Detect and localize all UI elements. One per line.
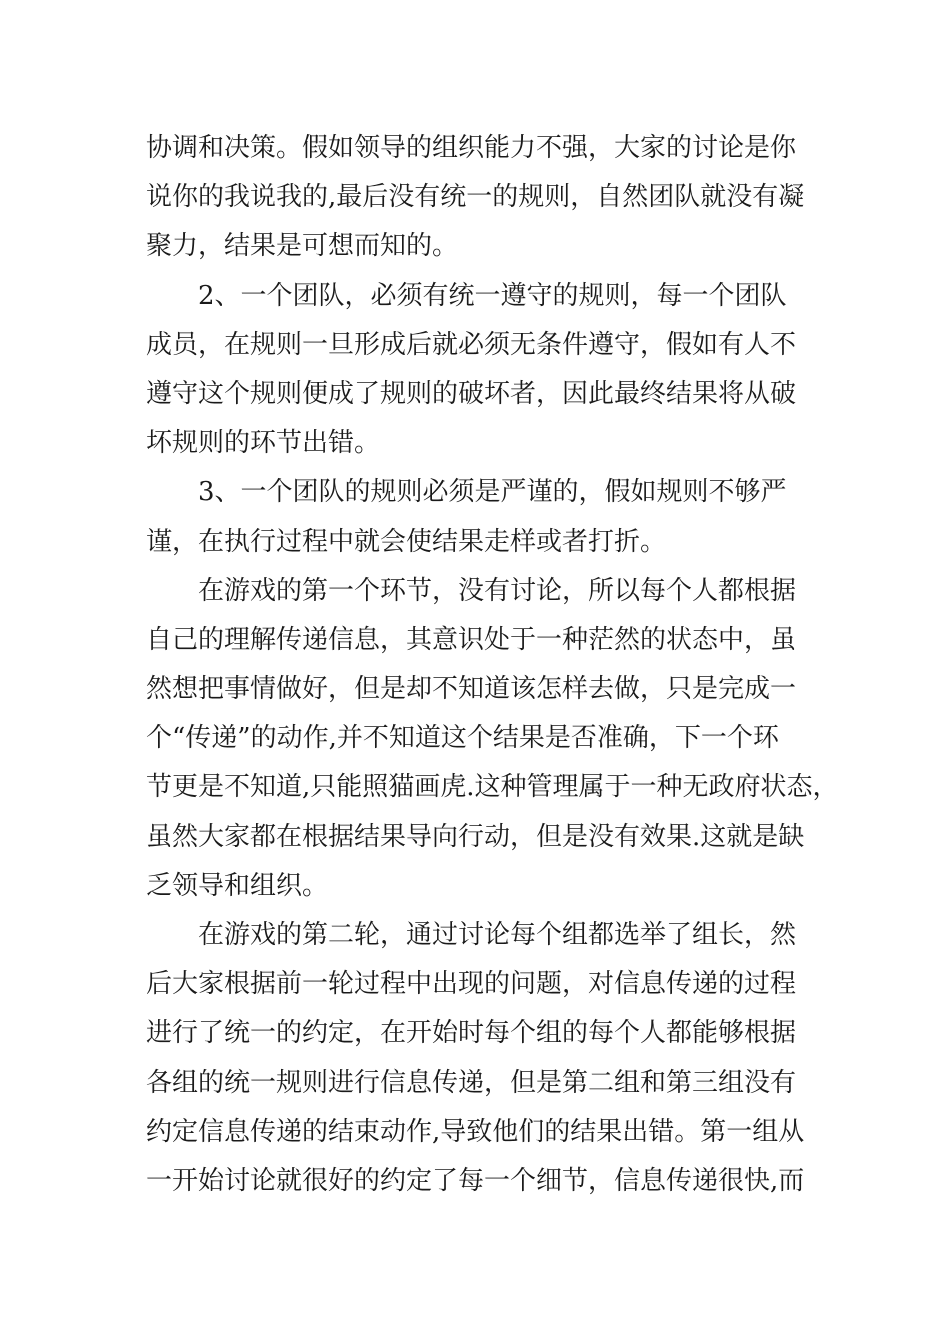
text-line: 协调和决策。假如领导的组织能力不强，大家的讨论是你: [146, 133, 797, 163]
text-line: 成员，在规则一旦形成后就必须无条件遵守，假如有人不: [146, 329, 797, 360]
text-line: 进行了统一的约定，在开始时每个组的每个人都能够根据: [146, 1018, 797, 1049]
text-line: 坏规则的环节出错。: [146, 428, 381, 459]
text-line: 在游戏的第一个环节，没有讨论，所以每个人都根据: [146, 575, 797, 606]
text-line: 乏领导和组织。: [146, 870, 329, 901]
document-body: [146, 124, 839, 1206]
text-line: 谨，在执行过程中就会使结果走样或者打折。: [146, 526, 667, 557]
text-line: 自己的理解传递信息，其意识处于一种茫然的状态中，虽: [146, 624, 797, 655]
text-line: 3、一个团队的规则必须是严谨的，假如规则不够严: [146, 477, 787, 508]
text-line: 节更是不知道,只能照猫画虎.这种管理属于一种无政府状态，: [146, 772, 839, 803]
text-line: 虽然大家都在根据结果导向行动，但是没有效果.这就是缺: [146, 821, 805, 852]
text-line: 一开始讨论就很好的约定了每一个细节，信息传递很快,而: [146, 1165, 805, 1196]
text-line: 在游戏的第二轮，通过讨论每个组都选举了组长，然: [146, 920, 797, 950]
text-line: 约定信息传递的结束动作,导致他们的结果出错。第一组从: [146, 1116, 805, 1147]
text-line: 各组的统一规则进行信息传递，但是第二组和第三组没有: [146, 1067, 797, 1098]
text-line: 2、一个团队，必须有统一遵守的规则，每一个团队: [146, 280, 787, 311]
text-line: 聚力，结果是可想而知的。: [146, 231, 459, 262]
text-line: 说你的我说我的,最后没有统一的规则，自然团队就没有凝: [146, 182, 805, 213]
text-line: 然想把事情做好，但是却不知道该怎样去做，只是完成一: [146, 674, 797, 705]
text-line: 遵守这个规则便成了规则的破坏者，因此最终结果将从破: [146, 378, 797, 409]
text-line: 个“传递”的动作,并不知道这个结果是否准确，下一个环: [146, 723, 779, 754]
text-line: 后大家根据前一轮过程中出现的问题，对信息传递的过程: [146, 969, 797, 1000]
